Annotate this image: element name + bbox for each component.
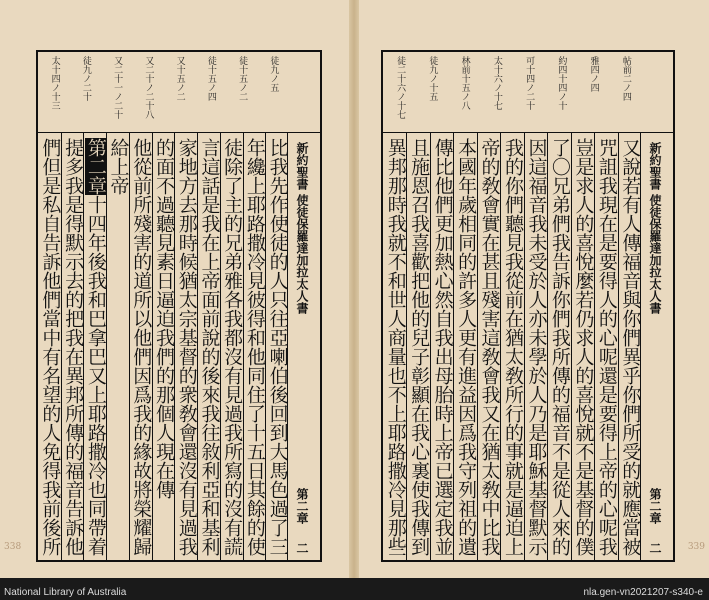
left-line-9: 第二章十四年後我和巴拿巴又上耶路撒冷也同帶着	[84, 138, 107, 556]
book-title: 新約聖書 使徒保羅達加拉太人書	[648, 142, 662, 315]
right-note: 約四十四ノ十	[556, 56, 567, 110]
right-line-7: 帝的敎會實在甚且殘害這敎會我又在猶太敎中比我	[478, 138, 501, 556]
right-note: 徒九ノ十五	[427, 56, 438, 101]
left-note: 太十四ノ十三	[49, 56, 60, 110]
left-line-1: 比我先作使徒的人只往亞喇伯後回到大馬色過了三	[266, 138, 289, 556]
left-note: 徒九ノ二十	[80, 56, 91, 101]
chapter-label: 第二章	[295, 488, 309, 524]
right-note: 雅四ノ四	[588, 56, 599, 92]
left-line-8: 給上帝	[107, 138, 130, 195]
right-page-frame	[381, 50, 675, 562]
right-body-text	[383, 132, 641, 560]
left-title-margin	[287, 132, 320, 560]
right-line-6: 我的你們聽見我從前在猶太敎所行的事就是逼迫上	[502, 138, 524, 556]
left-line-2: 年纔上耶路撒冷見彼得和他同住了十五日其餘的使	[243, 138, 266, 556]
left-column-rule	[129, 132, 130, 560]
right-line-4: 了〇兄弟們我告訴你們我所傳的福音不是從人來的	[548, 138, 571, 556]
scan-number-right: 339	[687, 542, 705, 552]
right-column-rule	[547, 132, 548, 560]
left-note: 又十五ノ二	[174, 56, 185, 101]
right-column-rule	[430, 132, 431, 560]
right-line-2: 咒詛我現在是要得人的心呢還是要得上帝的心呢我	[595, 138, 618, 556]
right-note: 徒二十六ノ十七	[395, 56, 406, 119]
right-note: 太十六ノ十七	[491, 56, 502, 110]
right-notes-band	[383, 52, 673, 133]
right-line-11: 異邦那時我就不和世人商量也不上耶路撒冷見那些	[384, 138, 407, 556]
left-note: 徒十五ノ四	[205, 56, 216, 101]
right-line-5: 因這福音我未受於人亦未學於人乃是耶穌基督默示	[525, 138, 548, 556]
right-note: 可十四ノ二十	[524, 56, 535, 110]
right-line-10: 且施恩召我喜歡把他的兒子彰顯在我心裏使我傳到	[408, 138, 431, 556]
left-notes-band	[38, 52, 320, 133]
right-column-rule	[594, 132, 595, 560]
right-note: 林前十五ノ八	[459, 56, 470, 110]
library-credit: National Library of Australia	[4, 587, 127, 598]
left-note: 徒十五ノ二	[237, 56, 248, 101]
right-line-1: 又說若有人傳福音與你們異乎你們所受的就應當被	[619, 138, 642, 556]
right-line-3: 豈是求人的喜悅麼若仍求人的喜悅就不是基督的僕	[572, 138, 595, 556]
left-line-3: 徒除了主的兄弟雅各我都沒有見過我所寫的沒有謊	[221, 138, 244, 556]
page-mark: 二	[648, 542, 662, 554]
left-note: 又二十ノ二十八	[143, 56, 154, 119]
left-line-10: 提多我是得默示去的把我在異邦所傳的福音告訴他	[62, 138, 85, 556]
left-body-text	[38, 132, 288, 560]
left-page-frame	[36, 50, 322, 562]
left-note: 又二十一ノ二十	[112, 56, 123, 119]
right-page	[359, 0, 709, 578]
chapter-heading: 第二章	[84, 138, 107, 195]
book-title: 新約聖書 使徒保羅達加拉太人書	[295, 142, 309, 315]
chapter-label: 第二章	[648, 488, 662, 524]
left-line-6: 的面不過聽見素日逼迫我們的那個人現在傳	[153, 138, 175, 499]
right-note: 帖前二ノ四	[620, 56, 631, 101]
right-line-9: 傳比他們更加熱心然自我出母胎時上帝已選定我並	[431, 138, 454, 556]
left-line-4: 言這話是我在上帝面前說的後來我往敘利亞和基利	[198, 138, 221, 556]
left-line-7: 他從前所殘害的道所以他們因爲我的緣故將榮耀歸	[130, 138, 153, 556]
left-line-5: 家地方去那時候猶太宗基督的衆敎會還沒有見過我	[175, 138, 198, 556]
left-page	[0, 0, 349, 578]
book-gutter	[349, 0, 359, 578]
page-mark: 二	[295, 542, 309, 554]
right-title-margin	[640, 132, 673, 560]
left-line-11: 們但是私自告訴他們當中有名望的人免得我前後所	[39, 138, 62, 556]
right-line-8: 本國年歲相同的許多人更有進益因爲我守列祖的遺	[455, 138, 478, 556]
left-note: 徒九ノ五	[268, 56, 279, 92]
scan-identifier: nla.gen-vn2021207-s340-e	[583, 587, 703, 598]
scan-number-left: 338	[4, 542, 22, 552]
